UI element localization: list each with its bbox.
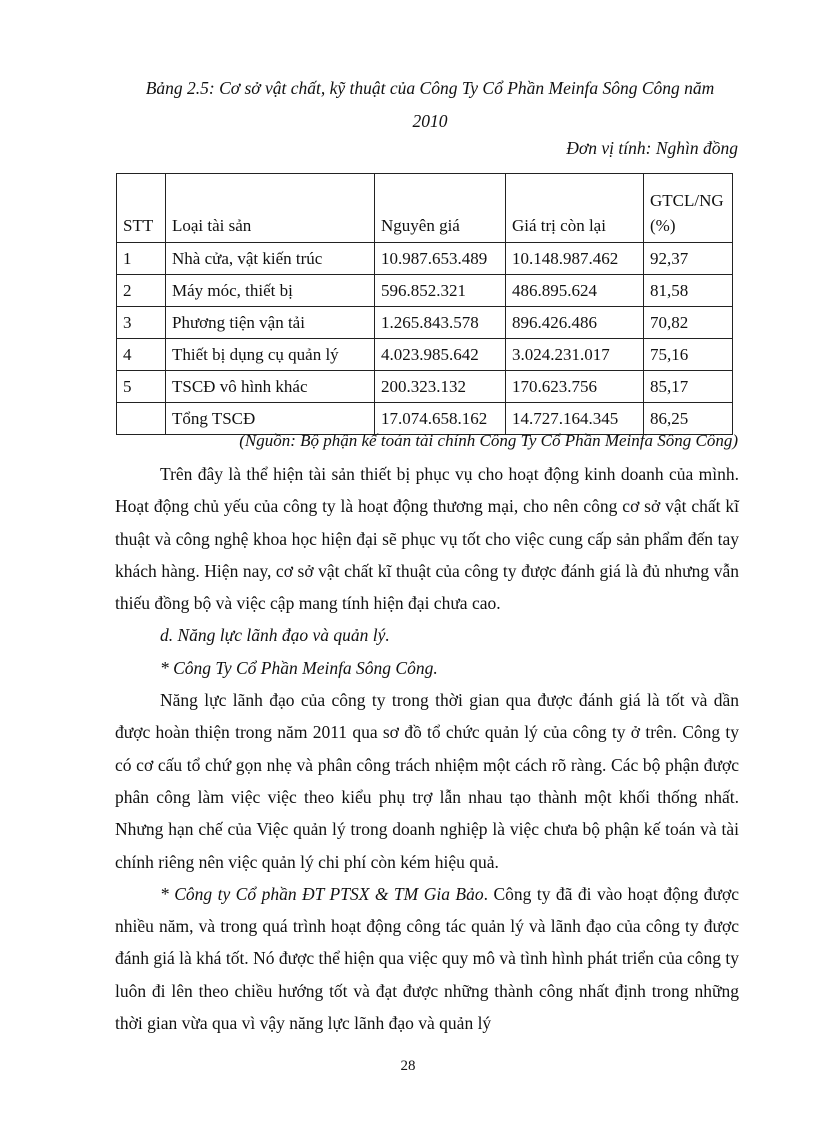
unit-label: Đơn vị tính: Nghìn đồng: [566, 138, 738, 158]
cell-remaining: 3.024.231.017: [506, 339, 644, 371]
cell-cost: 200.323.132: [375, 371, 506, 403]
cell-cost: 4.023.985.642: [375, 339, 506, 371]
cell-stt: 2: [117, 275, 166, 307]
cell-cost: 1.265.843.578: [375, 307, 506, 339]
cell-remaining: 896.426.486: [506, 307, 644, 339]
page-number: 28: [400, 1058, 416, 1074]
assets-table: [116, 173, 733, 435]
cell-cost: 17.074.658.162: [375, 403, 506, 435]
paragraph-gia-bao-text: . Công ty đã đi vào hoạt động được nhiều năm, và trong quá trình hoạt động công tác quản lý và lãnh đạo của công ty được đánh giá là khá tốt. Nó được thể hiện qua việc quy mô và tình hình phát triển của công ty luôn đi lên theo chiều hướng tốt và đạt được những thành công nhất định trong những thời gian vừa qua vì vậy năng lực lãnh đạo và quản lý: [115, 883, 739, 1034]
table-total-row: [117, 403, 733, 435]
cell-remaining: 170.623.756: [506, 371, 644, 403]
header-ratio-line1: GTCL/NG: [650, 191, 724, 210]
cell-remaining: 10.148.987.462: [506, 243, 644, 275]
cell-asset-type: Thiết bị dụng cụ quản lý: [166, 339, 375, 371]
subheading-meinfa: * Công Ty Cổ Phần Meinfa Sông Công.: [160, 657, 438, 678]
subheading-gia-bao: * Công ty Cổ phần ĐT PTSX & TM Gia Bảo: [160, 883, 484, 904]
cell-ratio: 92,37: [644, 243, 733, 275]
cell-asset-type: Tổng TSCĐ: [166, 403, 375, 435]
paragraph-facilities: Trên đây là thể hiện tài sản thiết bị phục vụ cho hoạt động kinh doanh của mình. Hoạt động chủ yếu của công ty là hoạt động thương mại, cho nên công cơ sở vật chất kĩ thuật và công nghệ khoa học hiện đại sẽ phục vụ tốt cho việc cung cấp sản phẩm đến tay khách hàng. Hiện nay, cơ sở vật chất kĩ thuật của công ty được đánh giá là đủ nhưng vẫn thiếu đồng bộ và việc cập mang tính hiện đại chưa cao.: [115, 464, 739, 614]
cell-ratio: 85,17: [644, 371, 733, 403]
cell-ratio: 75,16: [644, 339, 733, 371]
cell-asset-type: Phương tiện vận tải: [166, 307, 375, 339]
table-caption-line1: Bảng 2.5: Cơ sở vật chất, kỹ thuật của Công Ty Cổ Phần Meinfa Sông Công năm: [145, 78, 715, 98]
table-header-row: [117, 174, 733, 243]
cell-remaining: 14.727.164.345: [506, 403, 644, 435]
table-row: [117, 307, 733, 339]
cell-asset-type: Nhà cửa, vật kiến trúc: [166, 243, 375, 275]
cell-cost: 10.987.653.489: [375, 243, 506, 275]
body-text: [115, 458, 739, 1039]
paragraph-gia-bao: [115, 878, 739, 1039]
table-caption-line2: 2010: [412, 111, 448, 131]
cell-stt: 5: [117, 371, 166, 403]
cell-asset-type: Máy móc, thiết bị: [166, 275, 375, 307]
table-row: [117, 275, 733, 307]
paragraph-meinfa-leadership: Năng lực lãnh đạo của công ty trong thời gian qua được đánh giá là tốt và dần được hoàn thiện trong năm 2011 qua sơ đồ tổ chức quản lý của công ty ở trên. Công ty có cơ cấu tổ chứ gọn nhẹ và phân công trách nhiệm một cách rõ ràng. Các bộ phận được phân công làm việc việc theo kiểu phụ trợ lẫn nhau tạo thành một khối thống nhất. Nhưng hạn chế của Việc quản lý trong doanh nghiệp là việc chưa bộ phận kế toán và tài chính riêng nên việc quản lý chi phí còn kém hiệu quả.: [115, 690, 739, 872]
table-row: [117, 243, 733, 275]
cell-stt: [117, 403, 166, 435]
header-remaining: Giá trị còn lại: [506, 174, 644, 243]
section-heading-leadership: d. Năng lực lãnh đạo và quản lý.: [160, 625, 390, 646]
header-ratio-line2: (%): [650, 216, 676, 235]
cell-asset-type: TSCĐ vô hình khác: [166, 371, 375, 403]
cell-stt: 4: [117, 339, 166, 371]
cell-ratio: 81,58: [644, 275, 733, 307]
cell-stt: 3: [117, 307, 166, 339]
header-stt: STT: [117, 174, 166, 243]
table-row: [117, 371, 733, 403]
cell-remaining: 486.895.624: [506, 275, 644, 307]
cell-cost: 596.852.321: [375, 275, 506, 307]
header-cost: Nguyên giá: [375, 174, 506, 243]
cell-ratio: 86,25: [644, 403, 733, 435]
header-asset-type: Loại tài sản: [166, 174, 375, 243]
cell-stt: 1: [117, 243, 166, 275]
cell-ratio: 70,82: [644, 307, 733, 339]
table-source-note: (Nguồn: Bộ phận kế toán tài chính Công Ty Cổ Phần Meinfa Sông Công): [239, 431, 738, 450]
header-ratio: [644, 174, 733, 243]
table-row: [117, 339, 733, 371]
